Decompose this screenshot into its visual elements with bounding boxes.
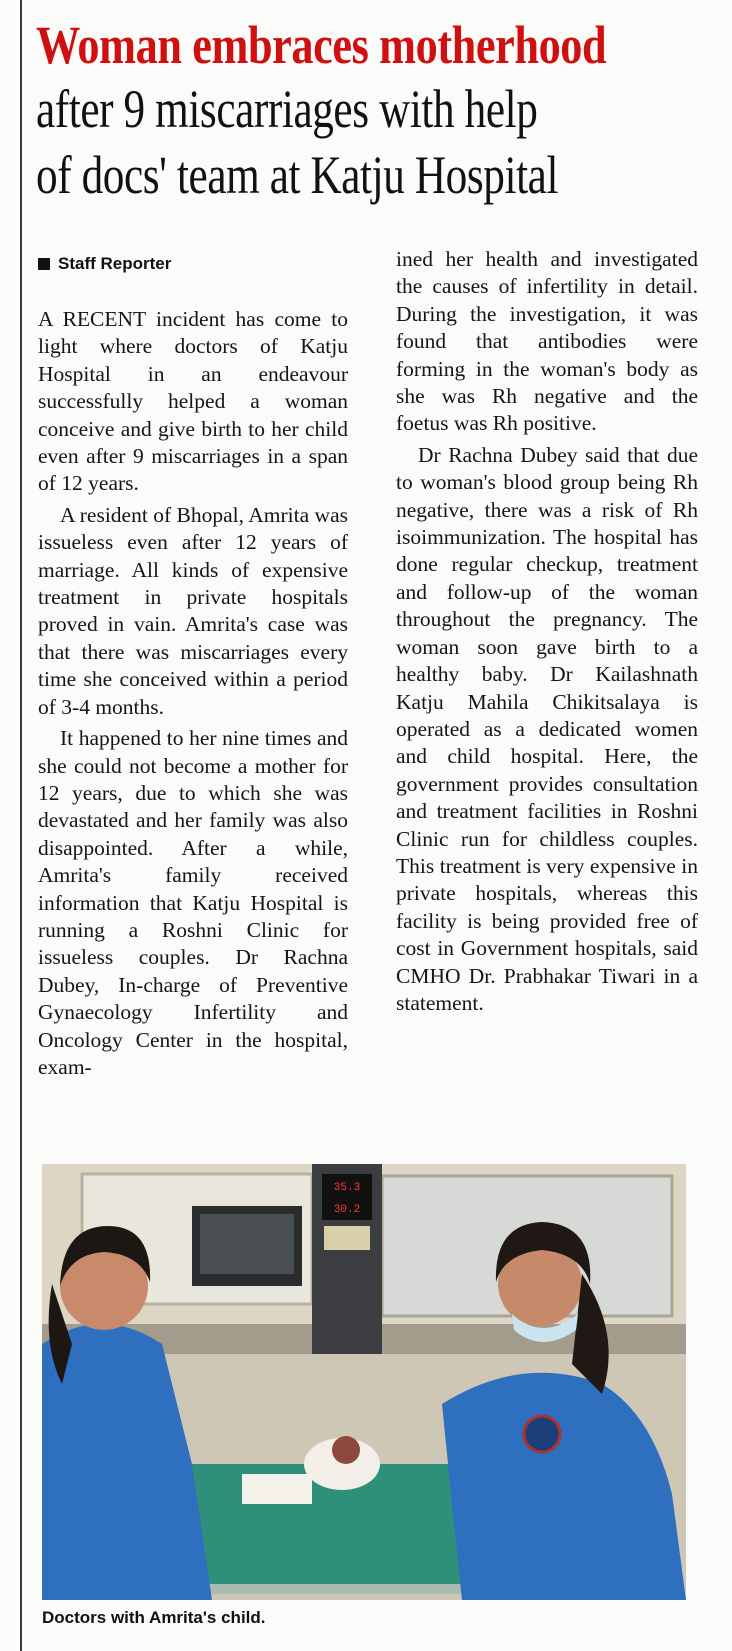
article-column-left	[38, 246, 348, 1081]
badge-emblem	[524, 1416, 560, 1452]
headline-line-2: after 9 miscarriages with help	[36, 79, 538, 139]
news-photo	[42, 1164, 686, 1600]
paragraph: A RECENT incident has come to light where doctors of Katju Hospital in an endeavour successfully helped a woman conceive and give birth to her child even after 9 miscarriages in a span of 12 years.	[38, 307, 348, 496]
photo-caption: Doctors with Amrita's child.	[42, 1608, 266, 1627]
monitor-reading-1: 35.3	[333, 1182, 361, 1194]
headline-line-3: of docs' team at Katju Hospital	[36, 145, 559, 205]
bullet-square-icon	[38, 258, 50, 270]
monitor-reading-2: 30.2	[333, 1204, 361, 1216]
paragraph: It happened to her nine times and she could not become a mother for 12 years, due to which she was devastated and her family was also disappointed. After a while, Amrita's family received information that Katju Hospital is running a Roshni Clinic for issueless couples. Dr Rachna Dubey, In-charge of Preventive Gynaecology Infertility and Oncology Center in the hospital, exam-	[38, 726, 348, 1079]
headline-line-1: Woman embraces motherhood	[36, 15, 607, 75]
paragraph: ined her health and investigated the causes of infertility in detail. During the investigation, it was found that antibodies were forming in the woman's body as she was Rh negative and the foetus was Rh positive.	[396, 247, 698, 436]
baby	[332, 1436, 360, 1464]
control-panel	[324, 1226, 370, 1250]
headline	[36, 14, 716, 208]
column-rule	[20, 0, 22, 1651]
byline-text: Staff Reporter	[58, 254, 172, 273]
byline	[38, 252, 348, 276]
paragraph: A resident of Bhopal, Amrita was issueless even after 12 years of marriage. All kinds of expensive treatment in private hospitals proved in vain. Amrita's case was that there was miscarriages every time she conceived within a period of 3-4 months.	[38, 502, 348, 719]
photo-illustration	[42, 1164, 686, 1600]
article-column-right	[396, 246, 698, 1017]
paragraph: Dr Rachna Dubey said that due to woman's blood group being Rh negative, there was a risk of Rh isoimmunization. The hospital has done regular checkup, treatment and follow-up of the woman throughout the pregnancy. The woman soon gave birth to a healthy baby. Dr Kailashnath Katju Mahila Chikitsalaya is operated as a dedicated women and child hospital. Here, the government provides consultation and treatment facilities in Roshni Clinic run for childless couples. This treatment is very expensive in private hospitals, whereas this facility is being provided free of cost in Government hospitals, said CMHO Dr. Prabhakar Tiwari in a statement.	[396, 442, 698, 1015]
patient-monitor-screen	[200, 1214, 294, 1274]
cloth	[242, 1474, 312, 1504]
